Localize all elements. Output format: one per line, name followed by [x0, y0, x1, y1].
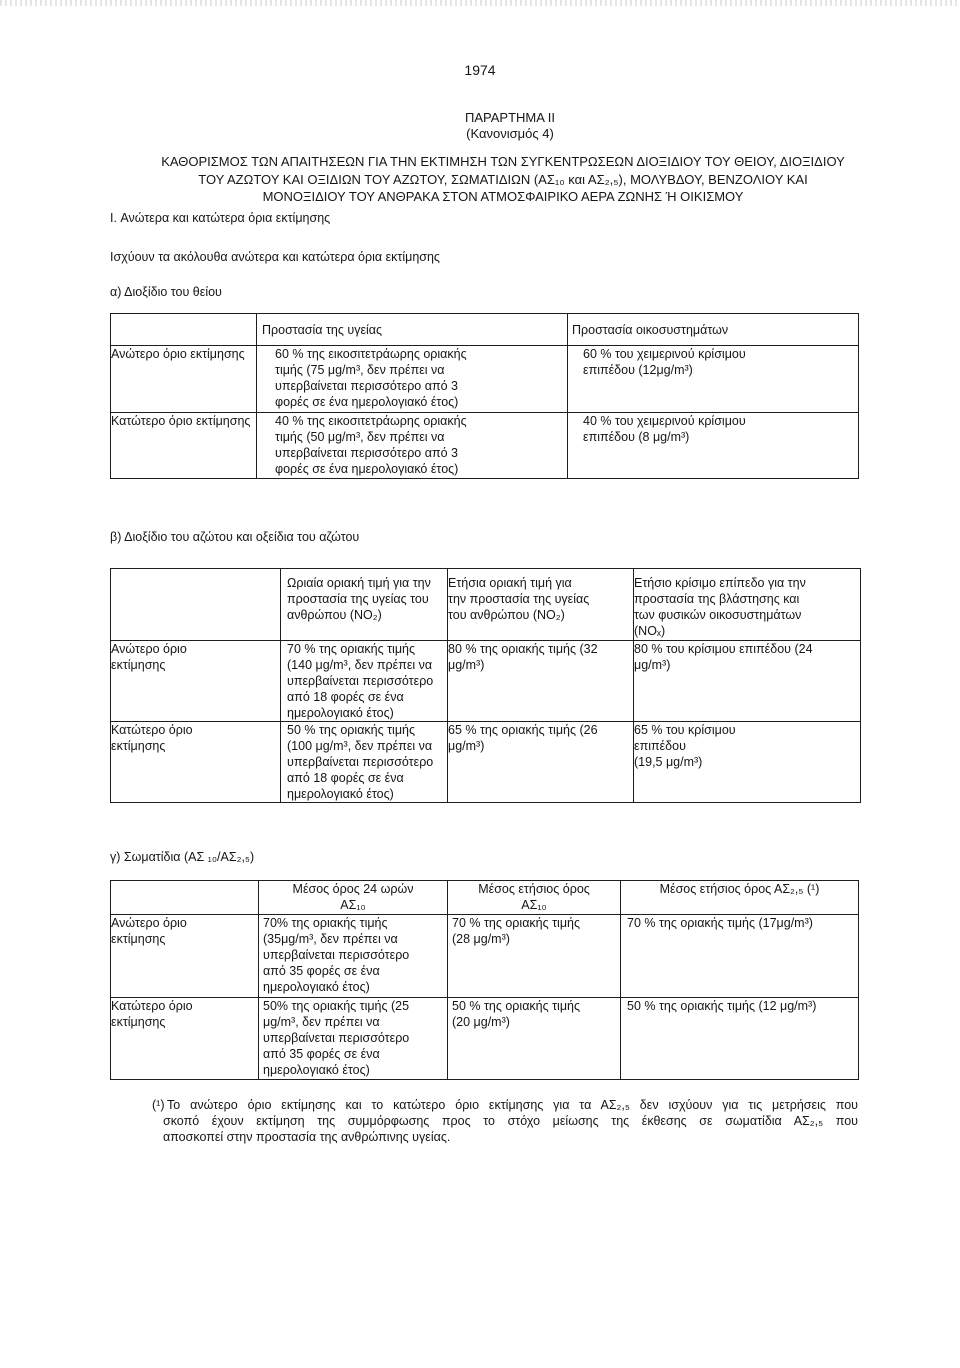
table-b-corner-cell [111, 569, 281, 641]
footnote-line-2 [163, 1113, 858, 1129]
footnote-line-1 [152, 1097, 858, 1113]
footnote-marker: (¹) [152, 1098, 165, 1112]
table-b-lower-label: Κατώτερο όριο εκτίμησης [111, 722, 281, 803]
table-b-upper-label: Ανώτερο όριο εκτίμησης [111, 641, 281, 722]
table-c-lower-label: Κατώτερο όριο εκτίμησης [111, 998, 259, 1080]
table-c-header-row [111, 881, 859, 915]
document-heading: ΚΑΘΟΡΙΣΜΟΣ ΤΩΝ ΑΠΑΙΤΗΣΕΩΝ ΓΙΑ ΤΗΝ ΕΚΤΙΜΗΣΗ ΤΩΝ ΣΥΓΚΕΝΤΡΩΣΕΩΝ ΔΙΟΞΙΔΙΟΥ ΤΟΥ ΘΕΙΟΥ, ΔΙΟΞΙΔΙΟΥ ΤΟΥ ΑΖΩΤΟΥ ΚΑΙ ΟΞΙΔΙΩΝ ΤΟΥ ΑΖΩΤΟΥ, ΣΩΜΑΤΙΔΙΩΝ (ΑΣ₁₀ και ΑΣ₂,₅), ΜΟΛΥΒΔΟΥ, ΒΕΝΖΟΛΙΟΥ ΚΑΙ ΜΟΝΟΞΙΔΙΟΥ ΤΟΥ ΑΝΘΡΑΚΑ ΣΤΟΝ ΑΤΜΟΣΦΑΙΡΙΚΟ ΑΕΡΑ ΖΩΝΗΣ Ή ΟΙΚΙΣΜΟΥ [161, 154, 845, 204]
scan-edge-artifact [0, 0, 960, 6]
footnote-text-3: αποσκοπεί στην προστασία της ανθρώπινης υγείας. [163, 1130, 451, 1144]
section-title: I. Ανώτερα και κατώτερα όρια εκτίμησης [110, 211, 331, 225]
table-b-header-annual-limit: Ετήσια οριακή τιμή για την προστασία της υγείας του ανθρώπου (NO₂) [448, 569, 634, 641]
table-a-row-upper [111, 346, 859, 413]
table-c-lower-annual-pm25-cell: 50 % της οριακής τιμής (12 μg/m³) [621, 998, 859, 1080]
section-intro: Ισχύουν τα ακόλουθα ανώτερα και κατώτερα όρια εκτίμησης [110, 250, 440, 264]
table-b-upper-critical-cell: 80 % του κρίσιμου επιπέδου (24 μg/m³) [634, 641, 861, 722]
table-b-caption: β) Διοξίδιο του αζώτου και οξείδια του αζώτου [110, 530, 360, 544]
table-b-upper-annual-cell: 80 % της οριακής τιμής (32 μg/m³) [448, 641, 634, 722]
table-c-row-lower [111, 998, 859, 1080]
table-a-caption: α) Διοξίδιο του θείου [110, 285, 222, 299]
table-a-header-row [111, 314, 859, 346]
annex-title: ΠΑΡΑΡΤΗΜΑ II [464, 110, 556, 125]
table-b-header-critical-level: Ετήσιο κρίσιμο επίπεδο για την προστασία της βλάστησης και των φυσικών οικοσυστημάτων (NOₓ) [634, 569, 861, 641]
annex-header [110, 110, 910, 141]
table-c-header-24h-pm10: Μέσος όρος 24 ωρών ΑΣ₁₀ [259, 881, 448, 915]
footnote [152, 1097, 858, 1145]
table-b-header-hourly-limit: Ωριαία οριακή τιμή για την προστασία της υγείας του ανθρώπου (NO₂) [281, 569, 448, 641]
table-c-corner-cell [111, 881, 259, 915]
table-c-lower-24h-cell: 50% της οριακής τιμής (25 μg/m³, δεν πρέπει να υπερβαίνεται περισσότερο από 35 φορές σε ένα ημερολογιακό έτος) [259, 998, 448, 1080]
table-b-lower-hourly-cell: 50 % της οριακής τιμής (100 μg/m³, δεν πρέπει να υπερβαίνεται περισσότερο από 18 φορές σε ένα ημερολογιακό έτος) [281, 722, 448, 803]
table-c-row-upper [111, 915, 859, 998]
table-c-caption: γ) Σωματίδια (ΑΣ ₁₀/ΑΣ₂,₅) [110, 850, 255, 864]
table-c-upper-annual-pm25-cell: 70 % της οριακής τιμής (17μg/m³) [621, 915, 859, 998]
footnote-line-3 [163, 1129, 858, 1145]
page-number: 1974 [464, 62, 496, 78]
table-a-upper-health-cell: 60 % της εικοσιτετράωρης οριακής τιμής (75 μg/m³, δεν πρέπει να υπερβαίνεται περισσότερο από 3 φορές σε ένα ημερολογιακό έτος) [257, 346, 568, 413]
table-c-upper-annual-pm10-cell: 70 % της οριακής τιμής (28 μg/m³) [448, 915, 621, 998]
table-b-lower-annual-cell: 65 % της οριακής τιμής (26 μg/m³) [448, 722, 634, 803]
table-a-lower-ecosystems-cell: 40 % του χειμερινού κρίσιμου επιπέδου (8 μg/m³) [568, 413, 859, 479]
table-c-header-annual-pm10: Μέσος ετήσιος όρος ΑΣ₁₀ [448, 881, 621, 915]
sulphur-dioxide-table [110, 313, 859, 479]
footnote-text-1: Το ανώτερο όριο εκτίμησης και το κατώτερο όριο εκτίμησης για τα ΑΣ₂,₅ δεν ισχύουν για τις μετρήσεις που [167, 1098, 858, 1112]
table-b-row-lower [111, 722, 861, 803]
table-a-upper-ecosystems-cell: 60 % του χειμερινού κρίσιμου επιπέδου (12μg/m³) [568, 346, 859, 413]
table-a-header-ecosystems: Προστασία οικοσυστημάτων [568, 314, 859, 346]
nitrogen-dioxide-table [110, 568, 861, 803]
table-a-header-health: Προστασία της υγείας [257, 314, 568, 346]
table-a-lower-health-cell: 40 % της εικοσιτετράωρης οριακής τιμής (50 μg/m³, δεν πρέπει να υπερβαίνεται περισσότερο από 3 φορές σε ένα ημερολογιακό έτος) [257, 413, 568, 479]
annex-regulation: (Κανονισμός 4) [466, 125, 554, 141]
table-b-lower-critical-cell: 65 % του κρίσιμου επιπέδου (19,5 μg/m³) [634, 722, 861, 803]
table-c-upper-24h-cell: 70% της οριακής τιμής (35μg/m³, δεν πρέπει να υπερβαίνεται περισσότερο από 35 φορές σε ένα ημερολογιακό έτος) [259, 915, 448, 998]
table-b-row-upper [111, 641, 861, 722]
table-b-upper-hourly-cell: 70 % της οριακής τιμής (140 μg/m³, δεν πρέπει να υπερβαίνεται περισσότερο από 18 φορές σε ένα ημερολογιακό έτος) [281, 641, 448, 722]
footnote-text-2: σκοπό έχουν εκτίμηση της συμμόρφωσης προς το στόχο μείωσης της έκθεσης σε σωματίδια ΑΣ₂,₅ που [163, 1114, 858, 1128]
particulate-matter-table [110, 880, 859, 1080]
table-c-lower-annual-pm10-cell: 50 % της οριακής τιμής (20 μg/m³) [448, 998, 621, 1080]
table-c-header-annual-pm25: Μέσος ετήσιος όρος ΑΣ₂,₅ (¹) [621, 881, 859, 915]
table-b-header-row [111, 569, 861, 641]
table-a-row-lower [111, 413, 859, 479]
table-a-lower-label: Κατώτερο όριο εκτίμησης [111, 413, 257, 479]
table-c-upper-label: Ανώτερο όριο εκτίμησης [111, 915, 259, 998]
table-a-upper-label: Ανώτερο όριο εκτίμησης [111, 346, 257, 413]
table-a-corner-cell [111, 314, 257, 346]
